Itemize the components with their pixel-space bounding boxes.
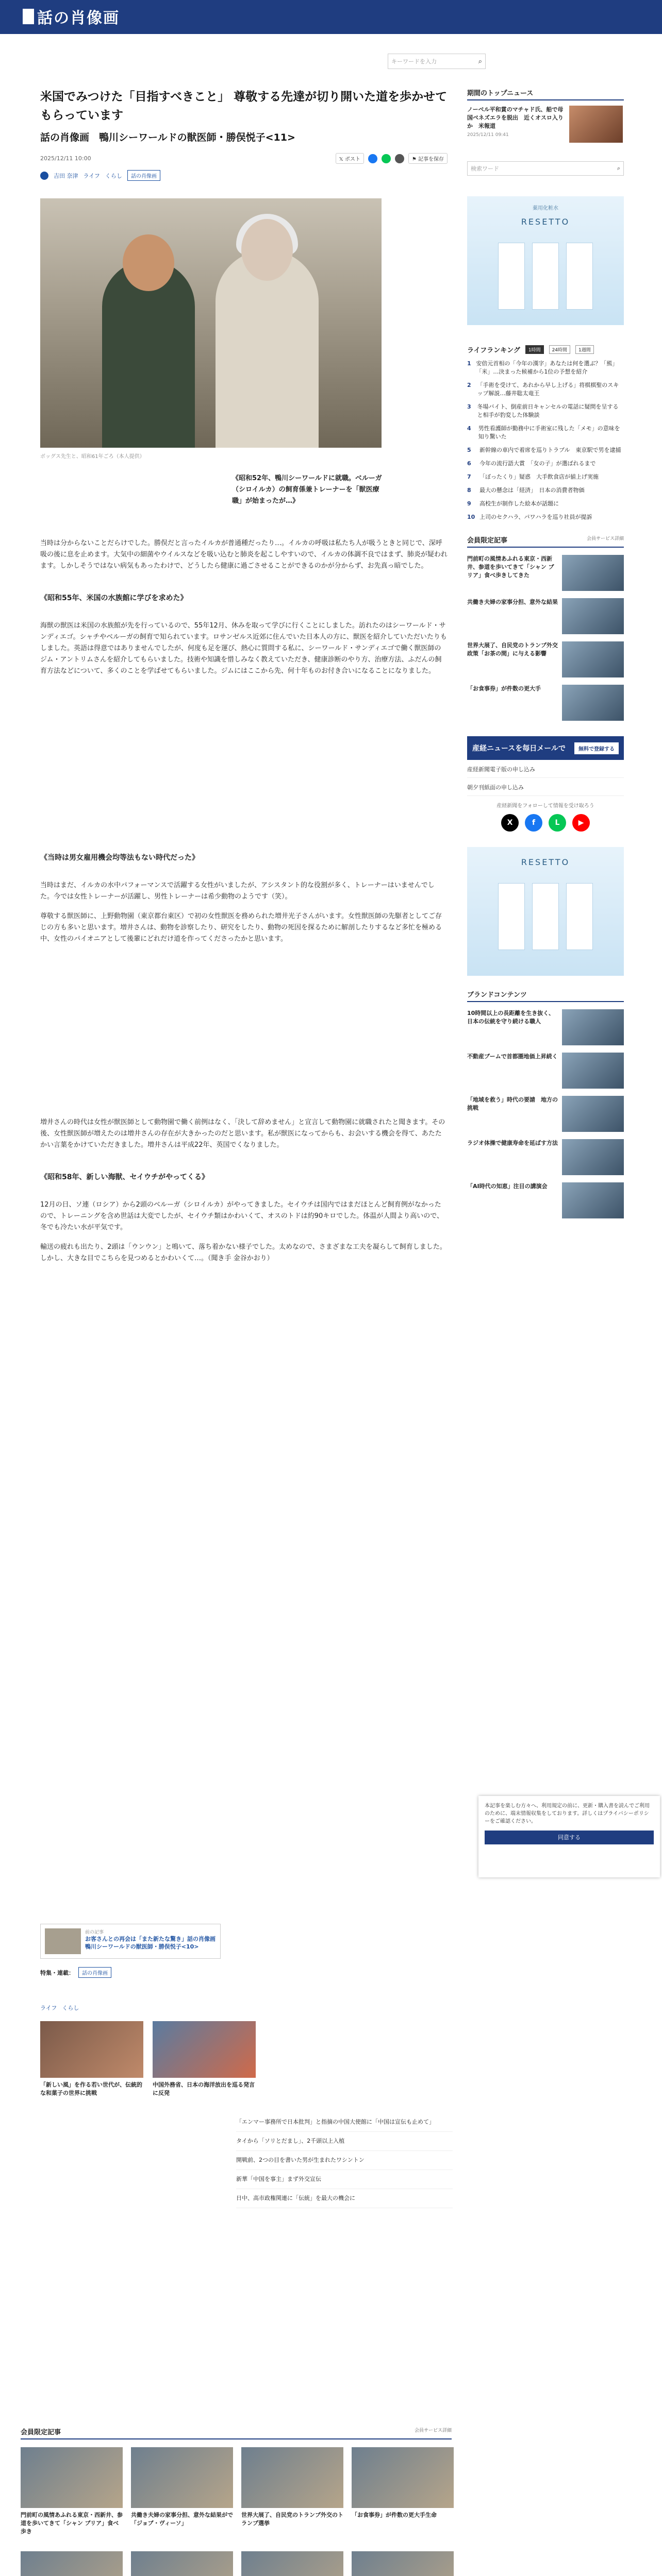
member-item[interactable] xyxy=(467,555,624,591)
member-grid-item[interactable] xyxy=(21,2447,123,2536)
tag-life[interactable]: ライフ xyxy=(83,172,100,179)
brand-item[interactable] xyxy=(467,1096,624,1132)
brand-item-image xyxy=(562,1182,624,1218)
youtube-icon[interactable]: ▶ xyxy=(572,814,590,832)
brand-item-text: 「地域を救う」時代の要請 地方の挑戦 xyxy=(467,1096,558,1111)
member-grid-image xyxy=(241,2551,343,2576)
prev-article-text xyxy=(85,1928,221,1954)
ranking-item[interactable] xyxy=(467,460,624,468)
line-icon[interactable] xyxy=(382,154,391,163)
member-item[interactable] xyxy=(467,641,624,677)
bottom-member-heading-label: 会員限定記事 xyxy=(21,2429,61,2436)
member-grid-image xyxy=(131,2447,233,2508)
rank-text: 最大の懸念は「経済」 日本の消費者物価 xyxy=(479,487,585,494)
site-header xyxy=(0,0,662,34)
related-list-item[interactable]: 新華「中国を事主」まず外交宣伝 xyxy=(236,2170,453,2189)
section-head-3: 《昭和58年、新しい海獣、セイウチがやってくる》 xyxy=(40,1173,209,1181)
ranking-item[interactable] xyxy=(467,403,624,419)
ad-package xyxy=(532,243,559,310)
sidebar-search-input[interactable] xyxy=(467,161,624,176)
ranking-item[interactable] xyxy=(467,425,624,441)
share-x-button[interactable] xyxy=(336,153,364,164)
rank-text: 高校生が制作した絵本が話題に xyxy=(479,500,559,507)
photo-head-right xyxy=(241,219,293,281)
rank-num: 9 xyxy=(467,500,471,507)
ranking-item[interactable] xyxy=(467,360,624,376)
related-card-image xyxy=(153,2021,256,2078)
ad-name: RESETTO xyxy=(521,217,570,227)
topic-title: ノーベル平和賞のマチャド氏、船で母国ベネズエラを脱出 近くオスロ入りか 米報道 xyxy=(467,106,564,129)
member-heading-label: 会員限定記事 xyxy=(467,537,508,545)
prev-article-box[interactable] xyxy=(40,1924,221,1959)
article-tags xyxy=(40,170,448,181)
topic-time: 2025/12/11 09:41 xyxy=(467,132,509,138)
search-icon[interactable]: ⌕ xyxy=(478,57,482,65)
ad-packages xyxy=(477,243,614,310)
ranking-tab-1w[interactable]: 1週間 xyxy=(575,345,594,354)
article-lead: 《昭和52年、鴨川シーワールドに就職。ベルーガ（シロイルカ）の飼育係兼トレーナーを「獣医療職」が始まったが…》 xyxy=(232,474,382,505)
member-grid-item[interactable] xyxy=(352,2551,454,2576)
prev-article-thumb xyxy=(45,1928,81,1954)
member-item-text: 共働き夫婦の家事分担、意外な結果 xyxy=(467,599,558,605)
bottom-series-tag[interactable]: 話の肖像画 xyxy=(78,1967,111,1978)
member-grid-item[interactable] xyxy=(241,2447,343,2536)
member-grid-image xyxy=(21,2551,123,2576)
member-grid-item[interactable] xyxy=(241,2551,343,2576)
ranking-item[interactable] xyxy=(467,500,624,508)
paragraph-7: 輸送の疲れも出たり、2頭は「ウンウン」と鳴いて、落ち着かない様子でした。太めなので、さまざまな工夫を凝らして飼育しました。しかし、大きな目でこちらを見つめるとかわいくて…。（聞き手 金谷かおり） xyxy=(40,1243,446,1262)
member-grid-image xyxy=(131,2551,233,2576)
member-heading xyxy=(467,535,624,548)
paragraph-5: 増井さんの時代は女性が獣医師として動物園で働く前例はなく、「決して辞めません」と宣言して動物園に就職されたと聞きます。その後、女性獣医師が増えたのは増井さんの存在が大きかったのだと思います。私が獣医になってからも、お会いする機会を得て、あたたかい言葉をかけていただきました。増井さんは平成22年、英国でくなりました。 xyxy=(40,1118,445,1149)
ad-package xyxy=(498,883,525,950)
article-meta xyxy=(40,153,448,164)
section-head-2: 《当時は男女雇用機会均等法もない時代だった》 xyxy=(40,854,199,862)
member-item[interactable] xyxy=(467,685,624,721)
photo-head-left xyxy=(123,234,174,291)
brand-item-image xyxy=(562,1009,624,1045)
sidebar-search-placeholder: 検索ワード xyxy=(471,165,499,172)
sidebar xyxy=(467,88,624,1218)
brand-item[interactable] xyxy=(467,1139,624,1175)
member-grid-image xyxy=(352,2447,454,2508)
rank-num: 5 xyxy=(467,447,471,453)
related-cards xyxy=(40,2021,448,2097)
header-search-input[interactable] xyxy=(388,54,486,69)
search-icon[interactable]: ⌕ xyxy=(617,165,620,172)
rank-num: 1 xyxy=(467,360,471,367)
bottom-tag-life[interactable]: ライフ xyxy=(40,2005,57,2011)
ad-banner-resetto-2[interactable] xyxy=(467,847,624,976)
facebook-icon[interactable] xyxy=(368,154,377,163)
rank-text: 男性看護師が勤務中に手術室に残した「メモ」の意味を知り驚いた xyxy=(478,425,620,440)
member-item-image xyxy=(562,598,624,634)
member-item-image xyxy=(562,641,624,677)
related-list-item[interactable]: 「エンマー事務所で日本批判」と指摘の中国大使館に「中国は宣伝も止めて」 xyxy=(236,2113,453,2132)
paragraph-1: 当時は分からないことだらけでした。勝俣だと言ったイルカが普通種だったり…。イルカの呼吸は私たち人が吸うときと同じで、深呼吸の後に息を止めます。大気中の細菌やウイルスなどを吸い込むと肺炎を起こしやすいので、イルカの体調不良ではまず、肺炎が疑われます。しかしそうではない病気もあったわけで、どうしたら健康に過ごさせることができるのかが分からず、お先真っ暗でした。 xyxy=(40,539,448,570)
rank-text: 「ぼったくり」疑惑 大手飲食店が値上げ実施 xyxy=(479,473,599,480)
member-item-text: 世界大展了、自民党のトランプ外交政策「お茶の間」に与える影響 xyxy=(467,642,558,657)
prev-article-title: お客さんとの再会は「また新たな驚き」話の肖像画 鴨川シーワールドの獣医師・勝俣悦子<10> xyxy=(85,1936,221,1950)
facebook-icon[interactable]: f xyxy=(525,814,542,832)
consent-dialog xyxy=(478,1796,660,1877)
member-grid-text: 世界大展了、自民党のトランプ外交のトランプ選挙 xyxy=(241,2512,343,2527)
article-date: 2025/12/11 10:00 xyxy=(40,155,91,162)
member-grid-item[interactable] xyxy=(131,2447,233,2536)
paragraph-2: 海獣の獣医は米国の水族館が先を行っているので、55年12月、休みを取って学びに行くことにしました。訪れたのはシーワールド・サンディエゴ。シャチやベルーガの飼育で知られています。ロサンゼルス近郊に住んでいた日本人の方に、獣医を紹介していただいたりもしました。英語は得意ではありませんでしたが、何度も足を運び、熱心に質問する私に、シーワールド・サンディエゴで働く獣医師のジム・アントリムさんを紹介してもらいました。技術や知識を惜しみなく教えていただき、健康診断のやり方、治療方法、ふだんの飼育方法などについて、多くのことを学ばせてもらいました。ジムにはここから先、何十年ものお付き合いになることになりました。 xyxy=(40,622,447,675)
consent-text: 本記事を楽しむ方々へ、利用規定の前に、更新・購入書を読んでご利用のために、端末情報収集をしております。詳しくはプライバシーポリシーをご確認ください。 xyxy=(485,1803,650,1824)
related-card-text: 中国外務省、日本の海洋放出を巡る発言に反発 xyxy=(153,2081,255,2096)
member-grid xyxy=(21,2447,454,2576)
member-item[interactable] xyxy=(467,598,624,634)
brand-item-text: ラジオ体操で健康寿命を延ばす方法 xyxy=(467,1140,558,1146)
ranking-list xyxy=(467,360,624,521)
prev-article-label: 前の記事 xyxy=(85,1930,104,1935)
paragraph-6: 12月の日、ソ連（ロシア）から2頭のベルーガ（シロイルカ）がやってきました。セイウチは国内ではまだほとんど飼育例がなかったので、トレーニングを含め世話は大変でしたが、セイウチ類はかわいくて、オスのトドは約90キロでした。体温が人間より高いので、冬でも冷たい水が平気です。 xyxy=(40,1201,443,1231)
bottom-share-row xyxy=(40,2004,448,2012)
member-grid-item[interactable] xyxy=(21,2551,123,2576)
site-name: 話の肖像画 xyxy=(37,9,120,27)
x-icon[interactable]: X xyxy=(501,814,519,832)
save-label: 記事を保存 xyxy=(418,157,444,162)
save-button[interactable] xyxy=(408,153,448,164)
rank-text: 今年の流行語大賞 「女の子」が選ばれるまで xyxy=(479,460,596,467)
member-item-text: 「お食事券」が件数の更大手 xyxy=(467,685,541,692)
member-item-image xyxy=(562,555,624,591)
article-footer xyxy=(40,1924,448,2208)
article-photo xyxy=(40,198,382,448)
member-grid-text: 門前町の風情あふれる東京・西新井、参道を歩いてきて「シャン ブリア」食べ歩き xyxy=(21,2512,123,2535)
logo-mark xyxy=(23,9,34,24)
article-subtitle: 話の肖像画 鴨川シーワールドの獣医師・勝俣悦子<11> xyxy=(40,132,295,143)
topic-text xyxy=(467,106,565,143)
brand-item-text: 不動産ブームで首都圏地価上昇続く xyxy=(467,1053,558,1060)
article-title: 米国でみつけた「目指すべきこと」 尊敬する先達が切り開いた道を歩かせてもらっています xyxy=(40,90,448,122)
bottom-member-heading xyxy=(21,2427,452,2439)
consent-accept-button[interactable]: 同意する xyxy=(485,1831,654,1844)
ad-brand: 薬用化粧水 xyxy=(533,206,558,211)
ranking-header xyxy=(467,345,624,354)
topic-item[interactable] xyxy=(467,106,624,143)
ad2-brand: RESETTO xyxy=(521,857,570,867)
rank-num: 7 xyxy=(467,473,471,480)
ranking-tab-1h[interactable]: 1時間 xyxy=(525,345,544,354)
site-logo[interactable] xyxy=(23,6,120,27)
brand-item-text: 「AI時代の知恵」注目の講演会 xyxy=(467,1183,548,1190)
rank-num: 10 xyxy=(467,514,475,520)
ad-package xyxy=(498,243,525,310)
member-grid-image xyxy=(241,2447,343,2508)
photo-caption: ボッグス先生と、昭和61年ごろ（本人提供） xyxy=(40,454,145,460)
newsletter-banner[interactable] xyxy=(467,736,624,760)
brand-item[interactable] xyxy=(467,1009,624,1045)
bottom-member-more-link[interactable]: 会員サービス詳細 xyxy=(414,2428,452,2433)
paragraph-4: 尊敬する獣医師に、上野動物園（東京都台東区）で初の女性獣医を務められた増井光子さんがいます。女性獣医師の先駆者としてご存じの方も多いと思います。増井さんは、動物を診察したり、研究をしたり、動物の死因を探るために解剖したりするなど多忙を極める中、女性のパイオニアとして後輩にどれだけ道を作ってくださったかと思います。 xyxy=(40,912,442,943)
rank-text: 上司のセクハラ、パワハラを巡り社員が提訴 xyxy=(479,514,592,520)
brand-heading-label: ブランドコンテンツ xyxy=(467,991,527,999)
ad-package xyxy=(532,883,559,950)
member-grid-image xyxy=(352,2551,454,2576)
related-list-item[interactable]: タイから「ソリとだまし」、2千頭以上入植 xyxy=(236,2132,453,2151)
ranking-item[interactable] xyxy=(467,446,624,454)
related-list-item[interactable]: 開戦前、2つの目を書いた男が生まれたワシントン xyxy=(236,2151,453,2170)
topics-heading: 期間のトップニュース xyxy=(467,88,624,100)
related-card-text: 「新しい風」を作る若い世代が、伝統的な和菓子の世界に挑戦 xyxy=(40,2081,142,2096)
member-grid-text: 「お食事券」が件数の更大手生命 xyxy=(352,2512,437,2518)
rank-num: 4 xyxy=(467,425,471,432)
sidebar-link-digital[interactable]: 産経新聞電子版の申し込み xyxy=(467,765,624,778)
related-list-item[interactable]: 日中、高市政権関連に「伝統」を最大の機会に xyxy=(236,2189,453,2208)
article-main xyxy=(40,88,448,1264)
ad-space-2 xyxy=(40,945,448,1099)
social-row xyxy=(467,814,624,832)
brand-item[interactable] xyxy=(467,1053,624,1089)
tag-kurashi[interactable]: くらし xyxy=(105,172,122,179)
related-card[interactable] xyxy=(40,2021,143,2097)
rank-text: 「手術を受けて、あれから早し上げる」将棋棋聖のスキップ解説…藤井聡太竜王 xyxy=(477,382,619,397)
ad-space-1 xyxy=(40,677,448,832)
rank-text: 新幹線の車内で着席を巡りトラブル 東京駅で男を逮捕 xyxy=(479,447,621,453)
sidebar-link-paper[interactable]: 朝夕刊紙面の申し込み xyxy=(467,783,624,796)
ranking-item[interactable] xyxy=(467,513,624,521)
bottom-tag-kurashi[interactable]: くらし xyxy=(62,2005,79,2011)
rank-num: 2 xyxy=(467,382,471,388)
author-link[interactable]: 吉田 奈津 xyxy=(54,172,78,179)
brand-item-image xyxy=(562,1139,624,1175)
member-grid-image xyxy=(21,2447,123,2508)
member-more-link[interactable]: 会員サービス詳細 xyxy=(586,536,624,541)
bottom-tags xyxy=(40,1967,448,1978)
rank-num: 8 xyxy=(467,487,471,494)
topic-image xyxy=(569,106,623,143)
brand-item-text: 10時間以上の長距離を生き抜く、日本の伝統を守り続ける職人 xyxy=(467,1010,555,1025)
rank-num: 6 xyxy=(467,460,471,467)
ad2-packages xyxy=(477,883,614,950)
ad-package xyxy=(566,243,593,310)
paragraph-3: 当時はまだ、イルカの水中パフォーマンスで活躍する女性がいましたが、アシスタント的な役割が多く、トレーナーはいませんでした。今では女性トレーナーが活躍し、男性トレーナーは希少動物のようです（笑）。 xyxy=(40,882,435,901)
share-label: ポスト xyxy=(344,157,360,162)
rank-text: 安倍元首相の「今年の漢字」あなたは何を選ぶ？「熊」「米」…決まった候補から1位の予想を紹介 xyxy=(476,360,618,375)
author-avatar-icon xyxy=(40,172,48,180)
brand-heading xyxy=(467,989,624,1002)
share-bar xyxy=(336,153,448,164)
member-grid-item[interactable] xyxy=(131,2551,233,2576)
ranking-tab-24h[interactable]: 24時間 xyxy=(549,345,570,354)
ad-banner-resetto[interactable] xyxy=(467,196,624,325)
social-label: 産経新聞をフォローして情報を受け取ろう xyxy=(496,803,594,809)
ranking-item[interactable] xyxy=(467,486,624,495)
related-card-image xyxy=(40,2021,143,2078)
series-tag[interactable]: 話の肖像画 xyxy=(127,170,160,181)
rank-text: 冬場バイト、倒産前日キャンセルの電話に疑問を呈すると相手が豹変した体験談 xyxy=(477,403,619,418)
header-search-placeholder: キーワードを入力 xyxy=(391,58,437,65)
newsletter-button[interactable]: 無料で登録する xyxy=(574,742,619,754)
bottom-tag-label: 特集・連載： xyxy=(40,1969,74,1976)
ranking-item[interactable] xyxy=(467,381,624,398)
member-item-text: 門前町の風情あふれる東京・西新井、参道を歩いてきて「シャン ブリア」食べ歩きしてきた xyxy=(467,555,554,579)
ad-package xyxy=(566,883,593,950)
brand-item-image xyxy=(562,1096,624,1132)
section-head-1: 《昭和55年、米国の水族館に学びを求めた》 xyxy=(40,594,188,602)
newsletter-text: 産経ニュースを毎日メールで xyxy=(472,744,566,753)
member-grid-item[interactable] xyxy=(352,2447,454,2536)
rank-num: 3 xyxy=(467,403,471,410)
bookmark-icon: ⚑ xyxy=(411,157,418,162)
line-icon[interactable]: L xyxy=(549,814,566,832)
brand-item-image xyxy=(562,1053,624,1089)
related-list xyxy=(236,2113,453,2208)
link-icon[interactable] xyxy=(395,154,404,163)
ranking-item[interactable] xyxy=(467,473,624,481)
x-icon: 𝕏 xyxy=(339,157,345,162)
ranking-heading: ライフランキング xyxy=(467,347,520,354)
brand-item[interactable] xyxy=(467,1182,624,1218)
member-item-image xyxy=(562,685,624,721)
related-card[interactable] xyxy=(153,2021,256,2097)
member-grid-text: 共働き夫婦の家事分担、意外な結果がで「ジョブ・ヴィーソ」 xyxy=(131,2512,233,2527)
